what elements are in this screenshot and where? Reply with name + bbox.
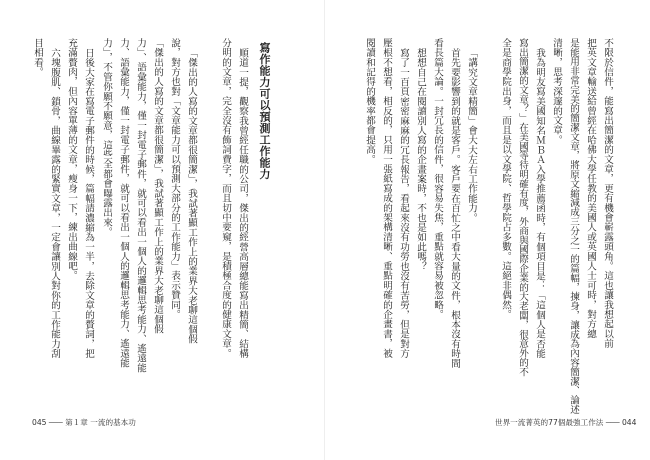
chapter-label: 第１章 — [65, 418, 88, 427]
page-footer: 045 ─── 第１章 一流的基本功 — [32, 418, 136, 427]
text-column: 「傑出的人寫的文章都很簡潔」，我試著顯工作上的業界大老聊這個假 — [186, 48, 197, 344]
text-column: 目相看。 — [32, 38, 43, 77]
text-column: 我為明友寫美國知名ＭＢＡ入學推薦函時，有個項目是：「這個人是否能 — [534, 48, 545, 359]
text-column: 力、語彙能力，僅一封電子郵件，就可以看出一個人的邏輯思考能力、遙遠能 — [118, 38, 129, 368]
book-title: 世界一流菁英的77個最強工作法 — [495, 418, 604, 427]
text-column: 充滿贅肉，但內容單薄的文章，瘦身一下，練出曲線吧。 — [66, 38, 77, 281]
text-column: 六塊腹肌、鎖骨，曲線畢露的緊實文章，一定會讓別人對你的工作能力刮 — [49, 48, 60, 359]
chapter-title: 一流的基本功 — [90, 418, 136, 427]
text-column: 力」，不管你願不願意，這些全都會曝露出來。 — [101, 38, 112, 237]
text-column: 「傑出的人寫的文章都很簡潔」，我試著顯工作上的業界大老聊這個假 — [152, 38, 163, 334]
text-column: 說，對方也對「文章能力可以預測大部分的工作能力」表示贊同。 — [169, 38, 180, 320]
text-column: 閱讀和記得的機率都會提高。 — [364, 38, 375, 165]
text-column: 日後大家在寫電子郵件的時候，篇幅請濃縮為一半，去除文章的贅詞，把 — [83, 48, 94, 359]
text-column: 首先要影響到的就是客戶。客戶要在百忙之中看大量的文件，根本沒有時間 — [449, 48, 460, 369]
section-heading: 寫作能力可以預測工作能力 — [258, 42, 271, 180]
text-column: 寫了一百頁密密麻麻的冗長報告，看起來沒有功勞也沒有苦勞，但是對方 — [398, 48, 409, 359]
text-column: 力」、語彙能力，僅一封電子郵件，就可以看出一個人的邏輯思考能力、遙遠能 — [135, 38, 146, 373]
text-column: 全是商學院出身，而且是以文學院、哲學院占多數。這絕非偶然。 — [500, 38, 511, 320]
page-footer: 世界一流菁英的77個最強工作法 ─── 044 — [495, 418, 637, 427]
text-column: 寫出簡潔的文章？」在美國等待明確有度，外商與國際企業的大老闆，很意外的不 — [517, 38, 528, 377]
page-number: 044 — [621, 418, 637, 427]
text-column: 清晰，思考深邃的文章。 — [551, 38, 562, 145]
text-column: 不限於信件，能寫出簡潔的文章，更有機會嶄露頭角。這也讓我想起以前 — [602, 38, 613, 349]
page-number: 045 — [32, 418, 47, 427]
text-column: 「講究文章精簡」會大大左右工作能力。 — [466, 48, 477, 223]
text-column: 分明的文章，完全沒有飾詞費字，而且切中要窺，是積極合度的健康文章。 — [220, 38, 231, 359]
text-column: 是能用非常完美的簡潔文章，將原文縮減成三分之一的篇幅，揀身，讓成為內容簡潔、論述 — [568, 38, 579, 414]
text-column: 壓根不想看，相反的，只用一張紙寫成的架構清晰、重點明確的企畫書，被 — [381, 38, 392, 359]
right-page — [325, 0, 650, 460]
text-column: 把英文章輸送給曾經在哈佛大學任教的美國人或英國人士可時，對方總 — [585, 38, 596, 339]
text-column: 看長篇大論。一封冗長的信件，很容易失焦，重點就容易被忽略。 — [432, 38, 443, 320]
text-column: 想想自己在閱讀別人寫的企畫案時，不也是如此嗎？ — [415, 48, 426, 272]
text-column: 順道一提，觀察我曾經任職的公司，傑出的經營高層總能寫出精簡、結構 — [237, 48, 248, 359]
